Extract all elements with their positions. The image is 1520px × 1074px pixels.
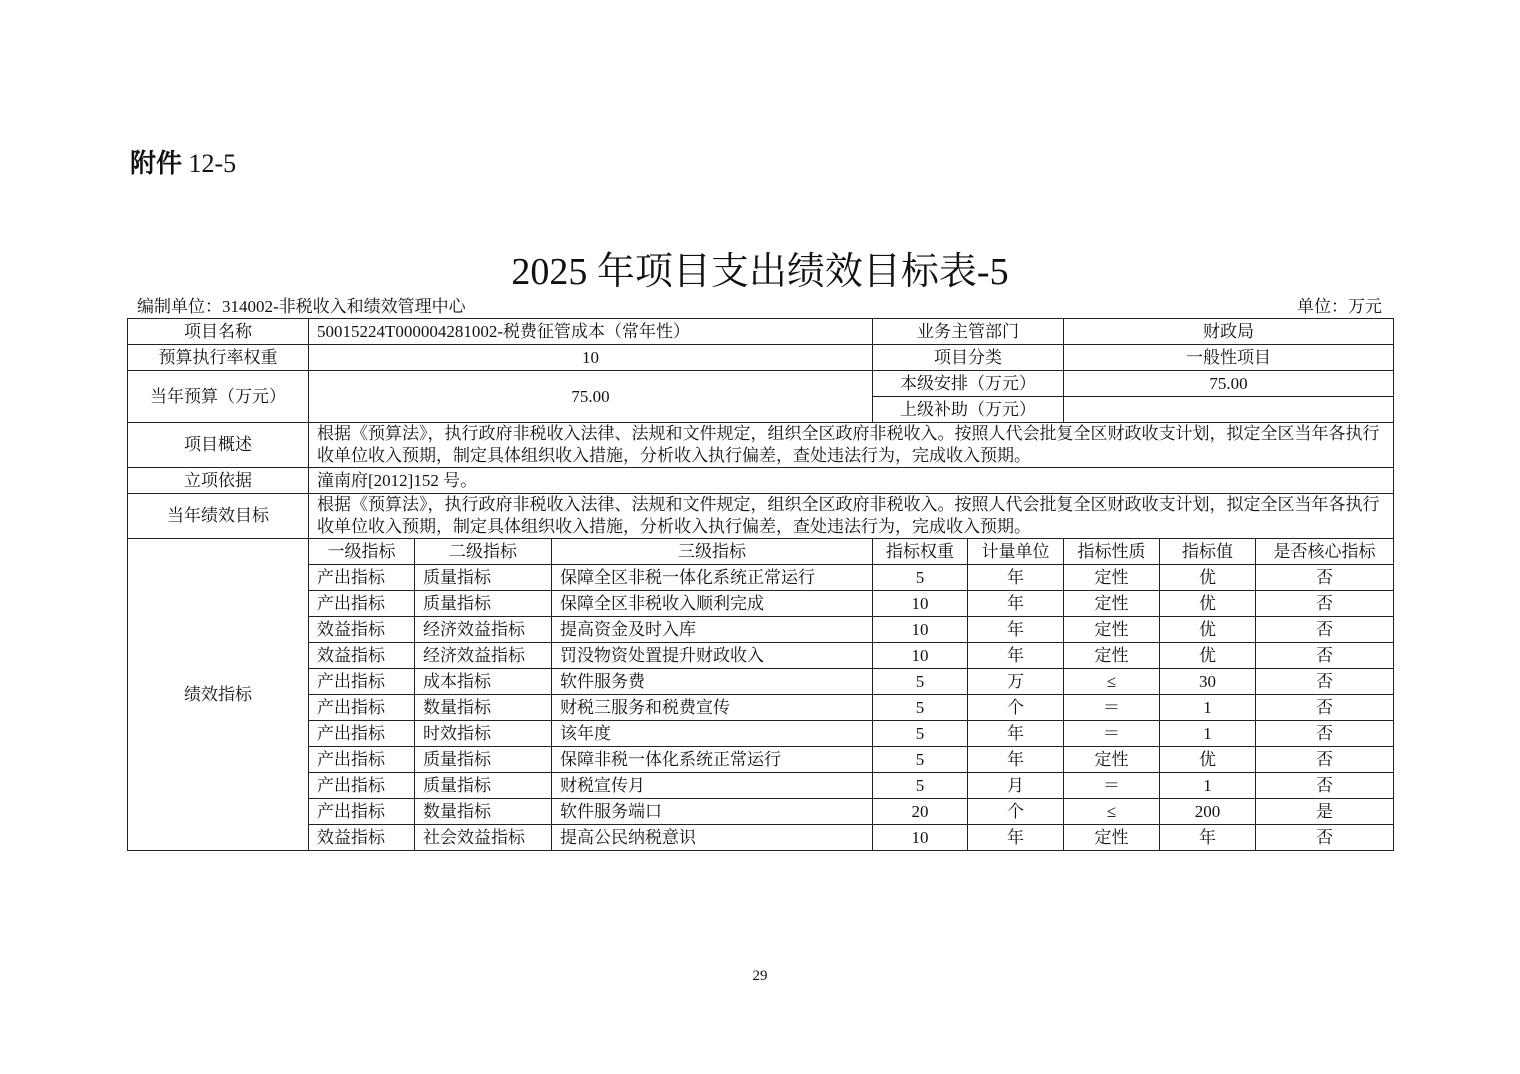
nature-cell: 定性 (1064, 617, 1160, 643)
value-cell: 1 (1160, 721, 1256, 747)
level1-cell: 产出指标 (309, 721, 415, 747)
basis-text: 潼南府[2012]152 号。 (309, 468, 1394, 494)
level1-cell: 产出指标 (309, 747, 415, 773)
core-cell: 否 (1256, 721, 1394, 747)
value-cell: 优 (1160, 591, 1256, 617)
nature-cell: 定性 (1064, 643, 1160, 669)
budget-label: 当年预算（万元） (128, 371, 309, 423)
value-cell: 年 (1160, 825, 1256, 851)
value-cell: 1 (1160, 773, 1256, 799)
nature-cell: ＝ (1064, 721, 1160, 747)
indicator-section-label: 绩效指标 (128, 539, 309, 851)
local-value: 75.00 (1064, 371, 1394, 397)
upper-value (1064, 397, 1394, 423)
weight-value: 10 (309, 345, 873, 371)
overview-label: 项目概述 (128, 423, 309, 468)
core-cell: 否 (1256, 825, 1394, 851)
level1-cell: 产出指标 (309, 565, 415, 591)
value-cell: 30 (1160, 669, 1256, 695)
weight-cell: 5 (873, 721, 968, 747)
level3-cell: 提高公民纳税意识 (552, 825, 873, 851)
core-cell: 否 (1256, 669, 1394, 695)
nature-cell: 定性 (1064, 825, 1160, 851)
weight-cell: 10 (873, 643, 968, 669)
table-row (128, 721, 1394, 747)
value-cell: 优 (1160, 747, 1256, 773)
table-row (128, 591, 1394, 617)
core-cell: 否 (1256, 773, 1394, 799)
header-core: 是否核心指标 (1256, 539, 1394, 565)
weight-cell: 5 (873, 695, 968, 721)
core-cell: 否 (1256, 643, 1394, 669)
value-cell: 200 (1160, 799, 1256, 825)
overview-text: 根据《预算法》，执行政府非税收入法律、法规和文件规定，组织全区政府非税收入。按照人代会批复全区财政收支计划，拟定全区当年各执行收单位收入预期，制定具体组织收入措施，分析收入执行偏差，查处违法行为，完成收入预期。 (309, 423, 1394, 468)
table-row (128, 565, 1394, 591)
overview-row (128, 423, 1394, 468)
page-title: 2025 年项目支出绩效目标表-5 (511, 251, 1009, 293)
table-row (128, 747, 1394, 773)
weight-cell: 10 (873, 617, 968, 643)
table-row (128, 695, 1394, 721)
level3-cell: 财税三服务和税费宣传 (552, 695, 873, 721)
level2-cell: 质量指标 (415, 565, 552, 591)
nature-cell: ≤ (1064, 799, 1160, 825)
project-name-value: 50015224T000004281002-税费征管成本（常年性） (309, 319, 873, 345)
weight-label: 预算执行率权重 (128, 345, 309, 371)
level1-cell: 效益指标 (309, 825, 415, 851)
value-cell: 优 (1160, 643, 1256, 669)
nature-cell: ≤ (1064, 669, 1160, 695)
level3-cell: 软件服务端口 (552, 799, 873, 825)
table-row (128, 669, 1394, 695)
local-label: 本级安排（万元） (873, 371, 1064, 397)
weight-cell: 5 (873, 747, 968, 773)
level1-cell: 产出指标 (309, 591, 415, 617)
nature-cell: 定性 (1064, 591, 1160, 617)
level2-cell: 时效指标 (415, 721, 552, 747)
unit-cell: 个 (968, 799, 1064, 825)
header-unit: 计量单位 (968, 539, 1064, 565)
level2-cell: 经济效益指标 (415, 617, 552, 643)
category-value: 一般性项目 (1064, 345, 1394, 371)
unit-cell: 年 (968, 643, 1064, 669)
header-weight: 指标权重 (873, 539, 968, 565)
currency-unit: 单位：万元 (1297, 297, 1382, 316)
header-value: 指标值 (1160, 539, 1256, 565)
attachment-label-text: 附件 (130, 149, 183, 179)
level3-cell: 软件服务费 (552, 669, 873, 695)
goal-label: 当年绩效目标 (128, 494, 309, 539)
value-cell: 1 (1160, 695, 1256, 721)
weight-cell: 20 (873, 799, 968, 825)
header-level3: 三级指标 (552, 539, 873, 565)
basis-label: 立项依据 (128, 468, 309, 494)
compiler-unit: 编制单位：314002-非税收入和绩效管理中心 (137, 297, 466, 316)
performance-target-table (127, 318, 1394, 851)
table-row (128, 773, 1394, 799)
level1-cell: 产出指标 (309, 773, 415, 799)
unit-cell: 年 (968, 565, 1064, 591)
dept-value: 财政局 (1064, 319, 1394, 345)
weight-cell: 5 (873, 773, 968, 799)
weight-row (128, 345, 1394, 371)
attachment-number: 12-5 (188, 149, 237, 178)
upper-label: 上级补助（万元） (873, 397, 1064, 423)
unit-cell: 月 (968, 773, 1064, 799)
level3-cell: 财税宣传月 (552, 773, 873, 799)
level3-cell: 保障非税一体化系统正常运行 (552, 747, 873, 773)
table-row (128, 799, 1394, 825)
nature-cell: ＝ (1064, 773, 1160, 799)
budget-row (128, 371, 1394, 397)
attachment-label (130, 143, 236, 180)
level2-cell: 质量指标 (415, 747, 552, 773)
level2-cell: 社会效益指标 (415, 825, 552, 851)
category-label: 项目分类 (873, 345, 1064, 371)
unit-cell: 年 (968, 747, 1064, 773)
core-cell: 否 (1256, 747, 1394, 773)
level1-cell: 产出指标 (309, 669, 415, 695)
unit-cell: 年 (968, 825, 1064, 851)
project-name-label: 项目名称 (128, 319, 309, 345)
unit-cell: 年 (968, 591, 1064, 617)
dept-label: 业务主管部门 (873, 319, 1064, 345)
nature-cell: 定性 (1064, 565, 1160, 591)
level3-cell: 保障全区非税收入顺利完成 (552, 591, 873, 617)
level2-cell: 数量指标 (415, 695, 552, 721)
indicator-header-row (128, 539, 1394, 565)
core-cell: 否 (1256, 617, 1394, 643)
weight-cell: 5 (873, 669, 968, 695)
core-cell: 否 (1256, 591, 1394, 617)
header-level2: 二级指标 (415, 539, 552, 565)
table-row (128, 825, 1394, 851)
level1-cell: 效益指标 (309, 617, 415, 643)
level1-cell: 效益指标 (309, 643, 415, 669)
unit-cell: 年 (968, 617, 1064, 643)
nature-cell: 定性 (1064, 747, 1160, 773)
unit-cell: 万 (968, 669, 1064, 695)
table-row (128, 643, 1394, 669)
level2-cell: 数量指标 (415, 799, 552, 825)
table-row (128, 617, 1394, 643)
goal-text: 根据《预算法》，执行政府非税收入法律、法规和文件规定，组织全区政府非税收入。按照人代会批复全区财政收支计划，拟定全区当年各执行收单位收入预期，制定具体组织收入措施，分析收入执行偏差，查处违法行为，完成收入预期。 (309, 494, 1394, 539)
level3-cell: 该年度 (552, 721, 873, 747)
basis-row (128, 468, 1394, 494)
weight-cell: 5 (873, 565, 968, 591)
weight-cell: 10 (873, 591, 968, 617)
header-level1: 一级指标 (309, 539, 415, 565)
goal-row (128, 494, 1394, 539)
value-cell: 优 (1160, 617, 1256, 643)
unit-cell: 个 (968, 695, 1064, 721)
level2-cell: 经济效益指标 (415, 643, 552, 669)
project-name-row (128, 319, 1394, 345)
unit-cell: 年 (968, 721, 1064, 747)
budget-value: 75.00 (309, 371, 873, 423)
weight-cell: 10 (873, 825, 968, 851)
level3-cell: 提高资金及时入库 (552, 617, 873, 643)
level2-cell: 质量指标 (415, 591, 552, 617)
page-number: 29 (752, 968, 768, 984)
core-cell: 否 (1256, 565, 1394, 591)
core-cell: 是 (1256, 799, 1394, 825)
header-nature: 指标性质 (1064, 539, 1160, 565)
level3-cell: 罚没物资处置提升财政收入 (552, 643, 873, 669)
core-cell: 否 (1256, 695, 1394, 721)
level2-cell: 质量指标 (415, 773, 552, 799)
level2-cell: 成本指标 (415, 669, 552, 695)
level1-cell: 产出指标 (309, 799, 415, 825)
level3-cell: 保障全区非税一体化系统正常运行 (552, 565, 873, 591)
value-cell: 优 (1160, 565, 1256, 591)
nature-cell: ＝ (1064, 695, 1160, 721)
level1-cell: 产出指标 (309, 695, 415, 721)
